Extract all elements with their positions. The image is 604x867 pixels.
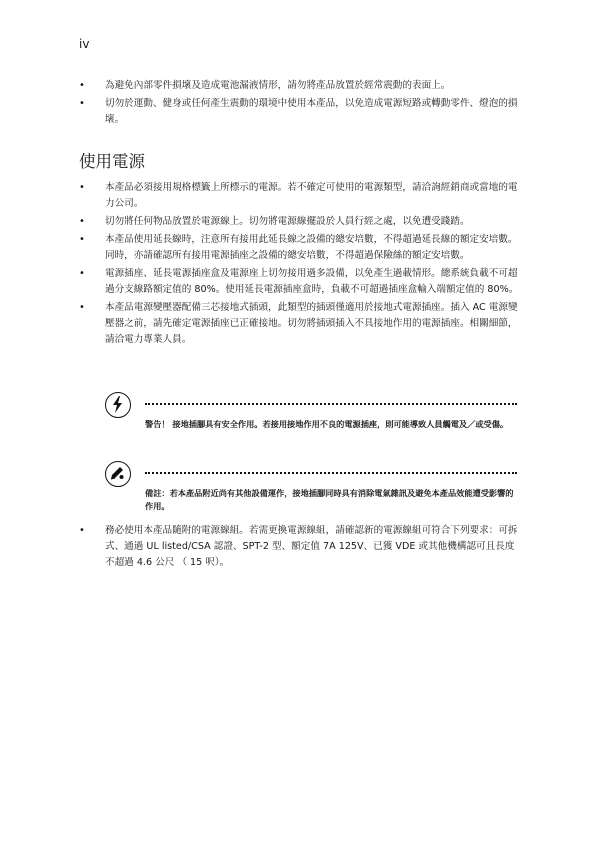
pen-note-icon — [105, 461, 131, 487]
bullet-dot: • — [79, 302, 85, 313]
power-bullet-list — [79, 180, 519, 350]
list-item — [79, 78, 519, 94]
page-number: iv — [79, 37, 90, 51]
list-item-text: 本產品使用延長線時，注意所有接用此延長線之設備的總安培數，不得超過延長線的額定安培數。同時，亦請確認所有接用電源插座之設備的總安培數，不得超過保險絲的額定安培數。 — [105, 234, 518, 261]
list-item — [79, 266, 519, 298]
lightning-icon — [105, 392, 131, 418]
bullet-dot: • — [79, 525, 85, 536]
bullet-dot: • — [79, 98, 85, 109]
bullet-dot: • — [79, 268, 85, 279]
bullet-dot: • — [79, 80, 85, 91]
dotted-divider — [145, 472, 517, 474]
list-item — [79, 96, 519, 128]
list-item — [79, 180, 519, 212]
list-item-text: 為避免內部零件損壞及造成電池漏液情形，請勿將產品放置於經常震動的表面上。 — [105, 80, 451, 91]
list-item-text: 電源插座、延長電源插座盒及電源座上切勿接用過多設備，以免產生過載情形。總系統負載不可超過分支線路額定值的 80%。使用延長電源插座盒時，負載不可超過插座盒輸入端額定值的 80%。 — [105, 268, 519, 295]
bullet-dot: • — [79, 234, 85, 245]
list-item — [79, 300, 519, 348]
list-item-text: 切勿於運動、健身或任何產生震動的環境中使用本產品，以免造成電源短路或轉動零件、燈泡的損壞。 — [105, 98, 518, 125]
list-item-text: 本產品必須接用規格標籤上所標示的電源。若不確定可使用的電源類型，請洽詢經銷商或當地的電力公司。 — [105, 182, 518, 209]
final-bullet-list — [79, 523, 519, 573]
list-item — [79, 232, 519, 264]
section-title: 使用電源 — [79, 152, 145, 171]
list-item — [79, 523, 519, 571]
list-item-text: 務必使用本產品隨附的電源線組。若需更換電源線組，請確認新的電源線組可符合下列要求：可拆式、通過 UL listed/CSA 認證、SPT-2 型、額定值 7A 125V、已獲 VDE 或其他機構認可且長度不超過 4.6 公尺 （ 15 呎）。 — [105, 525, 518, 568]
note-notice — [105, 461, 517, 521]
list-item-text: 本產品電源變壓器配備三芯接地式插頭，此類型的插頭僅適用於接地式電源插座。插入 AC 電源變壓器之前，請先確定電源插座已正確接地。切勿將插頭插入不具接地作用的電源插座。相關細節，請洽電力專業人員。 — [105, 302, 518, 345]
list-item-text: 切勿將任何物品放置於電源線上。切勿將電源線擺設於人員行經之處，以免遭受踐踏。 — [105, 216, 470, 227]
bullet-dot: • — [79, 182, 85, 193]
note-text: 備註：若本產品附近尚有其他設備運作，接地插腳同時具有消除電氣雜訊及避免本產品效能遭受影響的作用。 — [145, 488, 514, 511]
warning-notice — [105, 392, 517, 452]
intro-bullet-list — [79, 78, 519, 130]
dotted-divider — [145, 403, 517, 405]
list-item — [79, 214, 519, 230]
bullet-dot: • — [79, 216, 85, 227]
warning-text: 警告！ 接地插腳具有安全作用。若接用接地作用不良的電源插座，則可能導致人員觸電及／或受傷。 — [145, 419, 509, 429]
